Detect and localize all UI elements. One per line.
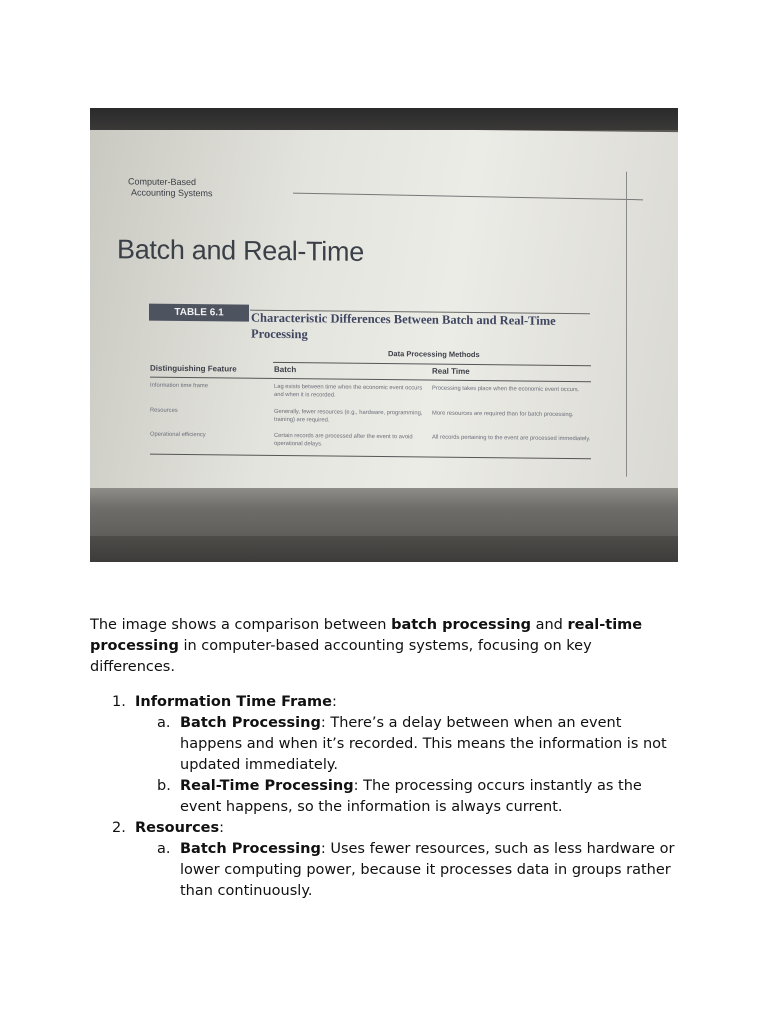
laptop-top-bezel <box>90 108 678 130</box>
intro-text: in computer-based accounting systems, focusing on key differences. <box>90 638 592 675</box>
table-cell: Generally, fewer resources (e.g., hardware, programming, training) are required. <box>274 408 423 424</box>
table-cell: Operational efficiency <box>150 431 206 439</box>
table-cell: All records pertaining to the event are processed immediately. <box>432 434 591 443</box>
sub-list-item <box>135 839 680 902</box>
table-cell: Processing takes place when the economic event occurs. <box>432 385 580 394</box>
difference-list <box>90 692 680 902</box>
list-item-title: Information Time Frame <box>135 694 332 710</box>
table-cell: Information time frame <box>150 382 208 390</box>
sub-list <box>135 839 680 902</box>
list-item <box>90 818 680 902</box>
list-item-suffix: : <box>331 694 337 710</box>
list-number: 2. <box>112 820 126 836</box>
table-caption: Characteristic Differences Between Batch and Real-Time Processing <box>251 310 556 342</box>
slide-subtitle-line1: Computer-Based <box>128 176 197 188</box>
table-cell: Certain records are processed after the event to avoid operational delays. <box>274 432 413 448</box>
laptop-screen <box>90 126 678 504</box>
table-cell: Resources <box>150 407 178 414</box>
table-cell: Lag exists between time when the economic event occurs and when it is recorded. <box>274 383 423 399</box>
document-body <box>90 615 680 902</box>
sub-list-item <box>135 776 680 818</box>
list-number: 1. <box>112 694 126 710</box>
sub-item-label: Batch Processing <box>180 841 321 857</box>
sub-list-letter: b. <box>157 778 171 794</box>
table-bottom-rule <box>150 454 591 460</box>
sub-item-text: : Uses fewer resources, such as less hardware or lower computing power, because it processes data in groups rather than continuously. <box>180 841 675 899</box>
intro-text: The image shows a comparison between <box>90 617 392 633</box>
list-item-title: Resources <box>135 820 220 836</box>
slide-divider <box>293 193 643 201</box>
intro-bold: batch processing <box>391 617 531 633</box>
sub-list <box>135 713 680 818</box>
list-item-suffix: : <box>219 820 225 836</box>
laptop-base <box>90 536 678 562</box>
intro-text: and <box>531 617 568 633</box>
sub-list-letter: a. <box>157 715 171 731</box>
list-item <box>90 692 680 818</box>
table-group-header: Data Processing Methods <box>388 349 480 360</box>
sub-list-item <box>135 713 680 776</box>
intro-bold: real-time processing <box>90 617 643 654</box>
laptop-bottom-bezel <box>90 488 678 538</box>
table-cell: More resources are required than for batch processing. <box>432 410 574 419</box>
slide-subtitle <box>128 176 213 199</box>
table-header-batch: Batch <box>274 364 297 375</box>
intro-paragraph <box>90 615 680 678</box>
table-header-realtime: Real Time <box>432 366 470 376</box>
slide-subtitle-line2: Accounting Systems <box>131 187 213 199</box>
laptop-photo <box>90 108 678 562</box>
slide-edge-line <box>626 172 627 477</box>
sub-list-letter: a. <box>157 841 171 857</box>
sub-item-text: : The processing occurs instantly as the event happens, so the information is always current. <box>180 778 642 815</box>
sub-item-text: : There’s a delay between when an event happens and when it’s recorded. This means the information is not updated immediately. <box>180 715 667 773</box>
sub-item-label: Batch Processing <box>180 715 321 731</box>
slide-title: Batch and Real-Time <box>117 234 364 267</box>
sub-item-label: Real-Time Processing <box>180 778 354 794</box>
table-header-feature: Distinguishing Feature <box>150 363 237 374</box>
table-badge: TABLE 6.1 <box>149 304 249 322</box>
